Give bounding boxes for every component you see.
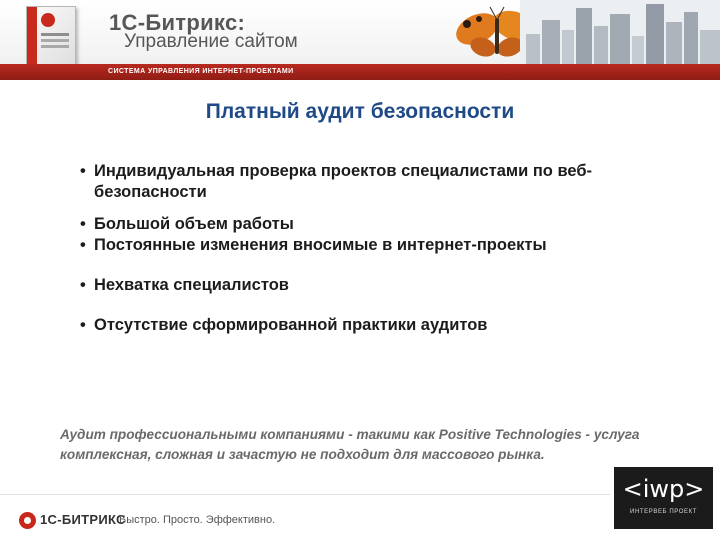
bullet-item: • Отсутствие сформированной практики аудитов xyxy=(80,315,640,336)
partner-logo-caption: ИНТЕРВЕБ ПРОЕКТ xyxy=(630,509,697,515)
footnote-text: Аудит профессиональными компаниями - такими как Positive Technologies - услуга комплексная, сложная и зачастую не подходит для массового рынка. xyxy=(60,427,640,462)
bullet-item: • Постоянные изменения вносимые в интернет-проекты xyxy=(80,235,640,256)
city-skyline-image xyxy=(520,0,720,72)
bitrix-logo-icon xyxy=(19,512,36,529)
slide-header xyxy=(0,0,720,80)
partner-logo xyxy=(614,467,713,529)
footer-divider xyxy=(0,494,610,495)
slide-title: Платный аудит безопасности xyxy=(205,100,515,123)
bullet-item: • Большой объем работы xyxy=(80,214,640,235)
footer-brand: 1С-БИТРИКС xyxy=(40,512,126,527)
bullet-item: • Индивидуальная проверка проектов специалистами по веб-безопасности xyxy=(80,161,640,203)
bullet-item: • Нехватка специалистов xyxy=(80,275,640,296)
footer-slogan: Быстро. Просто. Эффективно. xyxy=(119,514,276,526)
bullet-list xyxy=(80,161,640,336)
header-bar-text: СИСТЕМА УПРАВЛЕНИЯ ИНТЕРНЕТ-ПРОЕКТАМИ xyxy=(108,68,294,75)
brand-subtitle: Управление сайтом xyxy=(124,31,298,52)
brand-title: 1С-Битрикс: xyxy=(109,10,246,35)
partner-logo-text: <iwp> xyxy=(622,475,705,503)
